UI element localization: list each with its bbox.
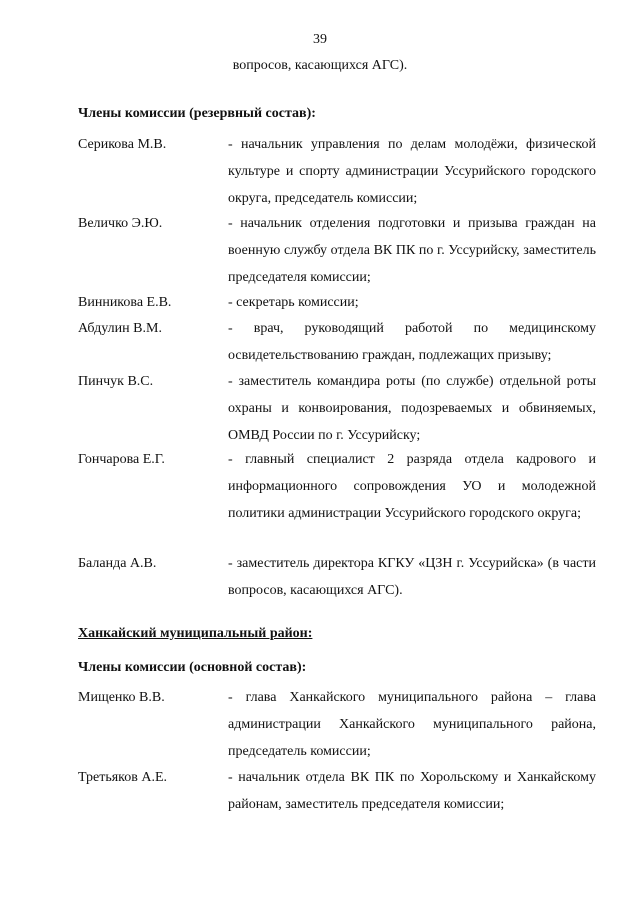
main-members-heading: Члены комиссии (основной состав): — [78, 660, 307, 675]
member-name: Серикова М.В. — [78, 137, 167, 152]
member-name: Третьяков А.Е. — [78, 770, 168, 785]
reserve-members-heading: Члены комиссии (резервный состав): — [78, 106, 316, 121]
member-role: - начальник отделения подготовки и призыва граждан на военную службу отдела ВК ПК по г. Уссурийску, заместитель председателя комиссии; — [228, 216, 596, 285]
member-name: Баланда А.В. — [78, 556, 157, 571]
member-role: - начальник управления по делам молодёжи, физической культуре и спорту администрации Уссурийского городского округа, председатель комиссии; — [228, 137, 596, 206]
member-name: Мищенко В.В. — [78, 690, 165, 705]
member-role: - заместитель командира роты (по службе) отдельной роты охраны и конвоирования, подозреваемых и обвиняемых, ОМВД России по г. Уссурийску; — [228, 374, 596, 443]
member-name: Величко Э.Ю. — [78, 216, 163, 231]
district-heading: Ханкайский муниципальный район: — [78, 626, 313, 641]
member-name: Гончарова Е.Г. — [78, 452, 165, 467]
member-role: - врач, руководящий работой по медицинскому освидетельствованию граждан, подлежащих призыву; — [228, 321, 596, 363]
page-number: 39 — [313, 32, 327, 47]
member-name: Винникова Е.В. — [78, 295, 172, 310]
member-role: - начальник отдела ВК ПК по Хорольскому и Ханкайскому районам, заместитель председателя комиссии; — [228, 770, 596, 812]
member-name: Пинчук В.С. — [78, 374, 154, 389]
member-role: - глава Ханкайского муниципального района – глава администрации Ханкайского муниципального района, председатель комиссии; — [228, 690, 596, 759]
member-role: - заместитель директора КГКУ «ЦЗН г. Уссурийска» (в части вопросов, касающихся АГС). — [228, 556, 596, 598]
continuation-text: вопросов, касающихся АГС). — [232, 58, 408, 73]
member-role: - секретарь комиссии; — [228, 295, 359, 310]
member-name: Абдулин В.М. — [78, 321, 162, 336]
member-role: - главный специалист 2 разряда отдела кадрового и информационного сопровождения УО и молодежной политики администрации Уссурийского городского округа; — [228, 452, 596, 521]
